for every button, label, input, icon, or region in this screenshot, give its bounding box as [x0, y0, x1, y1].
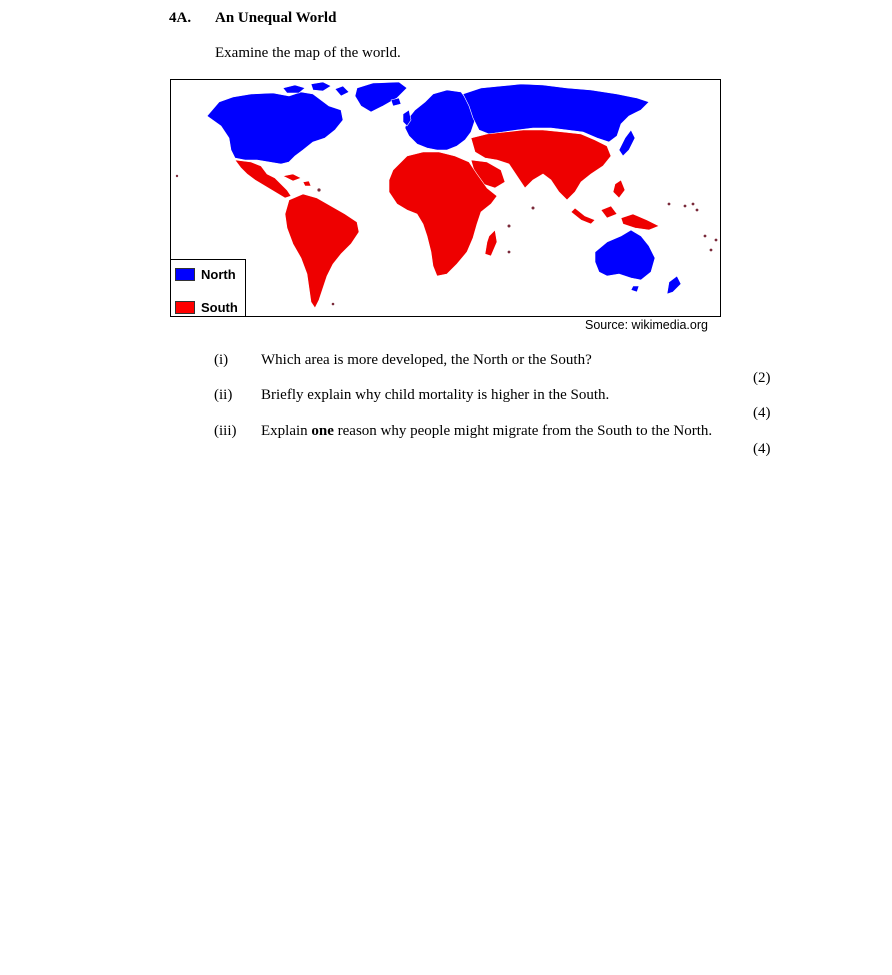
- part-label: (i): [214, 352, 229, 368]
- island-dot: [692, 203, 695, 206]
- island-dot: [715, 239, 718, 242]
- region-australia: [595, 230, 655, 280]
- region-south-america: [285, 194, 359, 308]
- island-dot: [317, 188, 320, 191]
- island-dot: [696, 209, 699, 212]
- part-text: Which area is more developed, the North or the South?: [261, 352, 592, 368]
- region-arctic-islands: [283, 82, 349, 96]
- part-text-emphasis: one: [311, 423, 334, 439]
- legend-label-north: North: [201, 266, 236, 282]
- island-dot: [704, 235, 707, 238]
- question-number: 4A.: [169, 10, 192, 26]
- legend-item-south: [175, 299, 238, 315]
- island-dot: [684, 205, 687, 208]
- legend-item-north: [175, 266, 236, 282]
- legend-swatch-north: [175, 268, 195, 281]
- question-intro: Examine the map of the world.: [215, 45, 401, 61]
- map-source: Source: wikimedia.org: [585, 318, 708, 332]
- island-dot: [532, 207, 535, 210]
- part-text: Briefly explain why child mortality is higher in the South.: [261, 387, 610, 403]
- island-dot: [176, 175, 178, 177]
- region-central-america: [235, 160, 291, 198]
- region-philippines: [613, 180, 625, 198]
- world-map: [170, 79, 721, 317]
- part-marks: (4): [753, 441, 771, 457]
- map-legend: [170, 259, 246, 317]
- part-text: [261, 423, 712, 440]
- part-label: (iii): [214, 423, 237, 439]
- part-text-start: Explain: [261, 423, 312, 439]
- world-map-graphic: [171, 80, 720, 316]
- question-title: An Unequal World: [215, 10, 337, 26]
- region-japan: [619, 130, 635, 156]
- island-dot: [668, 203, 671, 206]
- part-label: (ii): [214, 387, 233, 403]
- part-marks: (4): [753, 405, 771, 421]
- region-indonesia: [571, 206, 659, 230]
- island-dot: [508, 251, 511, 254]
- part-text-end: reason why people might migrate from the South to the North.: [333, 423, 713, 439]
- island-dot: [710, 249, 713, 252]
- island-dot: [508, 225, 511, 228]
- region-greenland: [355, 82, 407, 112]
- region-europe: [405, 90, 475, 150]
- region-uk: [391, 98, 411, 126]
- region-caribbean: [283, 174, 311, 186]
- island-dot: [332, 303, 335, 306]
- region-north-america: [207, 92, 343, 164]
- region-madagascar: [485, 230, 497, 256]
- part-marks: (2): [753, 370, 771, 386]
- legend-label-south: South: [201, 299, 238, 315]
- legend-swatch-south: [175, 301, 195, 314]
